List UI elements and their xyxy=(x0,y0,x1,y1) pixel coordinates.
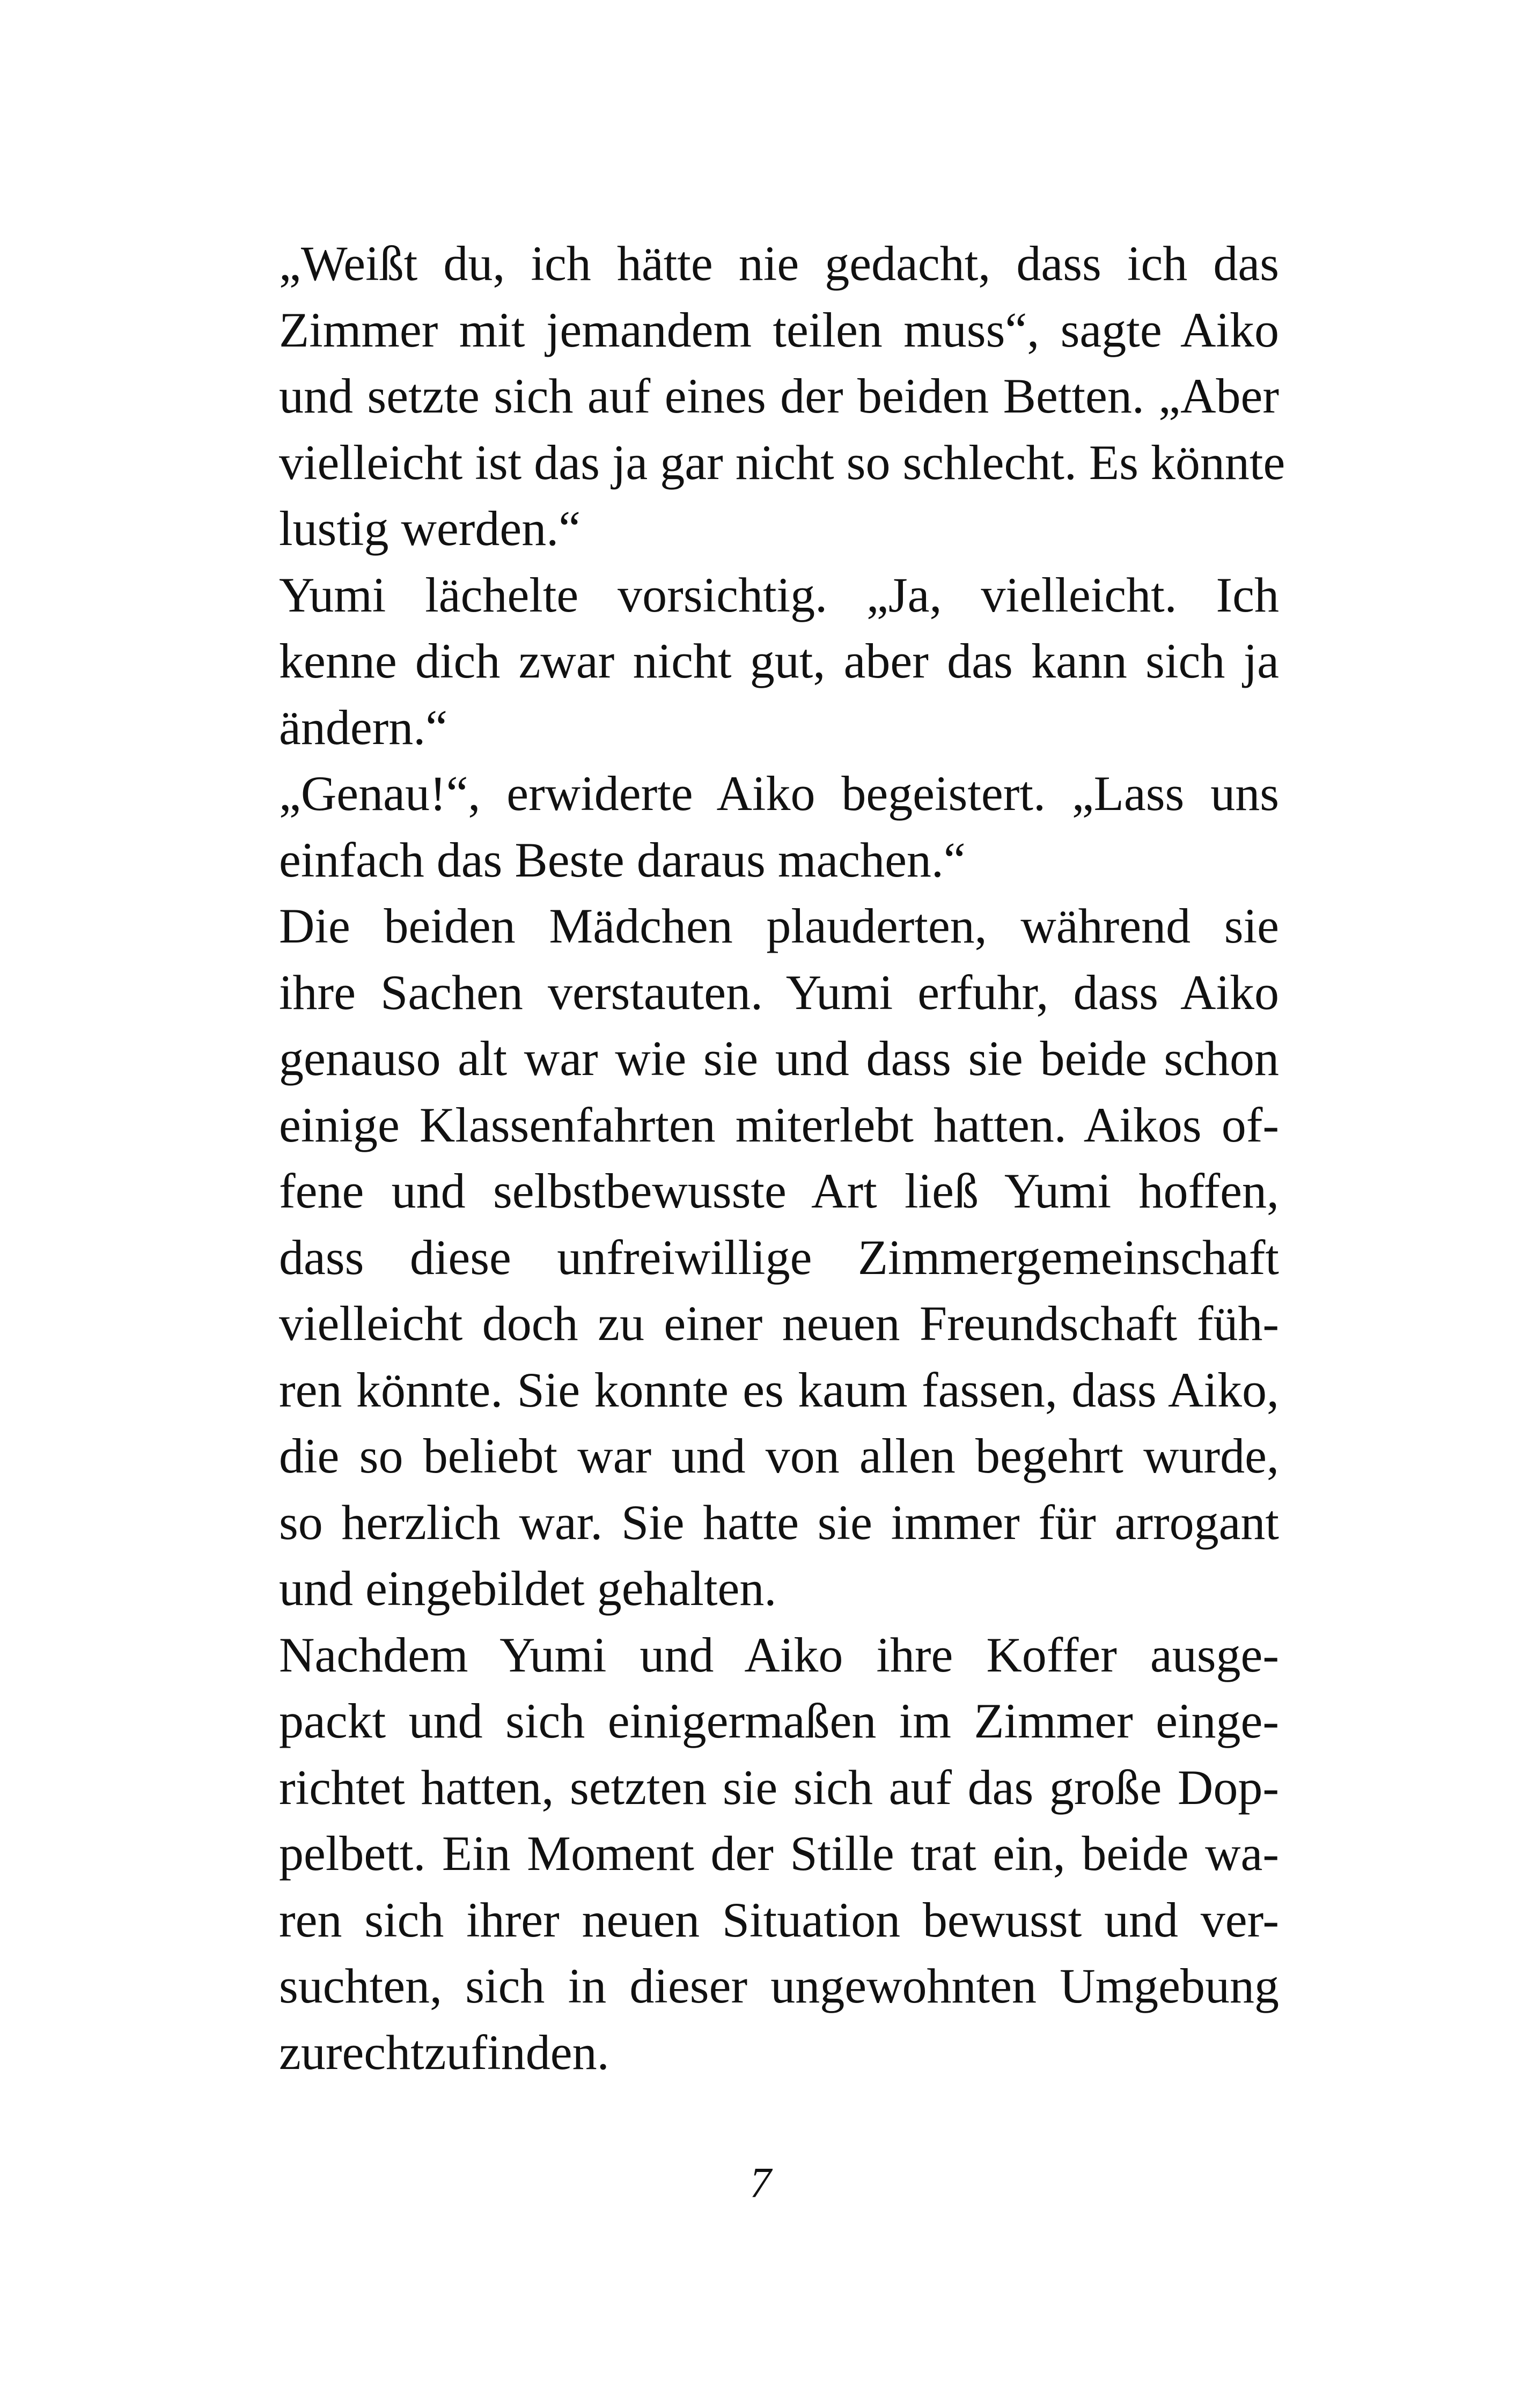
text-line: vielleicht ist das ja gar nicht so schlecht. Es könnte xyxy=(279,435,1285,490)
paragraph-2 xyxy=(226,562,1279,761)
text-line: packt und sich einigermaßen im Zimmer einge- xyxy=(279,1693,1279,1748)
text-line: „Weißt du, ich hätte nie gedacht, dass ich das xyxy=(279,236,1279,291)
text-line: suchten, sich in dieser ungewohnten Umgebung xyxy=(279,1958,1279,2013)
text-line: vielleicht doch zu einer neuen Freundschaft füh- xyxy=(279,1296,1279,1351)
text-line: ändern.“ xyxy=(279,699,448,755)
text-line: zurechtzufinden. xyxy=(279,2024,609,2080)
paragraph-5 xyxy=(226,1622,1279,2086)
text-line: dass diese unfreiwillige Zimmergemeinschaft xyxy=(279,1229,1279,1285)
text-line: ihre Sachen verstauten. Yumi erfuhr, dass Aiko xyxy=(279,964,1279,1020)
text-line: einige Klassenfahrten miterlebt hatten. Aikos of- xyxy=(279,1097,1279,1152)
text-line: die so beliebt war und von allen begehrt wurde, xyxy=(279,1428,1279,1483)
text-line: „Genau!“, erwiderte Aiko begeistert. „Lass uns xyxy=(279,766,1279,821)
text-line: einfach das Beste daraus machen.“ xyxy=(279,832,966,887)
text-line: pelbett. Ein Moment der Stille trat ein, beide wa- xyxy=(279,1826,1279,1881)
text-line: und setzte sich auf eines der beiden Betten. „Aber xyxy=(279,369,1279,423)
text-line: Nachdem Yumi und Aiko ihre Koffer ausge- xyxy=(279,1627,1279,1682)
text-line: Yumi lächelte vorsichtig. „Ja, vielleicht. Ich xyxy=(279,567,1279,622)
paragraph-1 xyxy=(226,231,1285,562)
page-number: 7 xyxy=(750,2160,771,2207)
text-line: so herzlich war. Sie hatte sie immer für arrogant xyxy=(279,1494,1279,1550)
text-line: richtet hatten, setzten sie sich auf das große Dop- xyxy=(279,1759,1279,1815)
paragraph-4 xyxy=(226,893,1279,1622)
text-line: lustig werden.“ xyxy=(279,501,581,556)
text-line: ren sich ihrer neuen Situation bewusst und ver- xyxy=(279,1892,1279,1947)
paragraph-3 xyxy=(226,761,1279,893)
text-line: kenne dich zwar nicht gut, aber das kann sich ja xyxy=(279,634,1279,688)
text-line: Zimmer mit jemandem teilen muss“, sagte Aiko xyxy=(279,302,1279,357)
text-line: ren könnte. Sie konnte es kaum fassen, dass Aiko, xyxy=(279,1362,1279,1417)
text-line: Die beiden Mädchen plauderten, während sie xyxy=(279,899,1279,953)
text-line: und eingebildet gehalten. xyxy=(279,1561,777,1616)
text-line: fene und selbstbewusste Art ließ Yumi hoffen, xyxy=(279,1164,1279,1218)
body-text xyxy=(226,231,1285,2086)
text-line: genauso alt war wie sie und dass sie beide schon xyxy=(279,1031,1279,1086)
